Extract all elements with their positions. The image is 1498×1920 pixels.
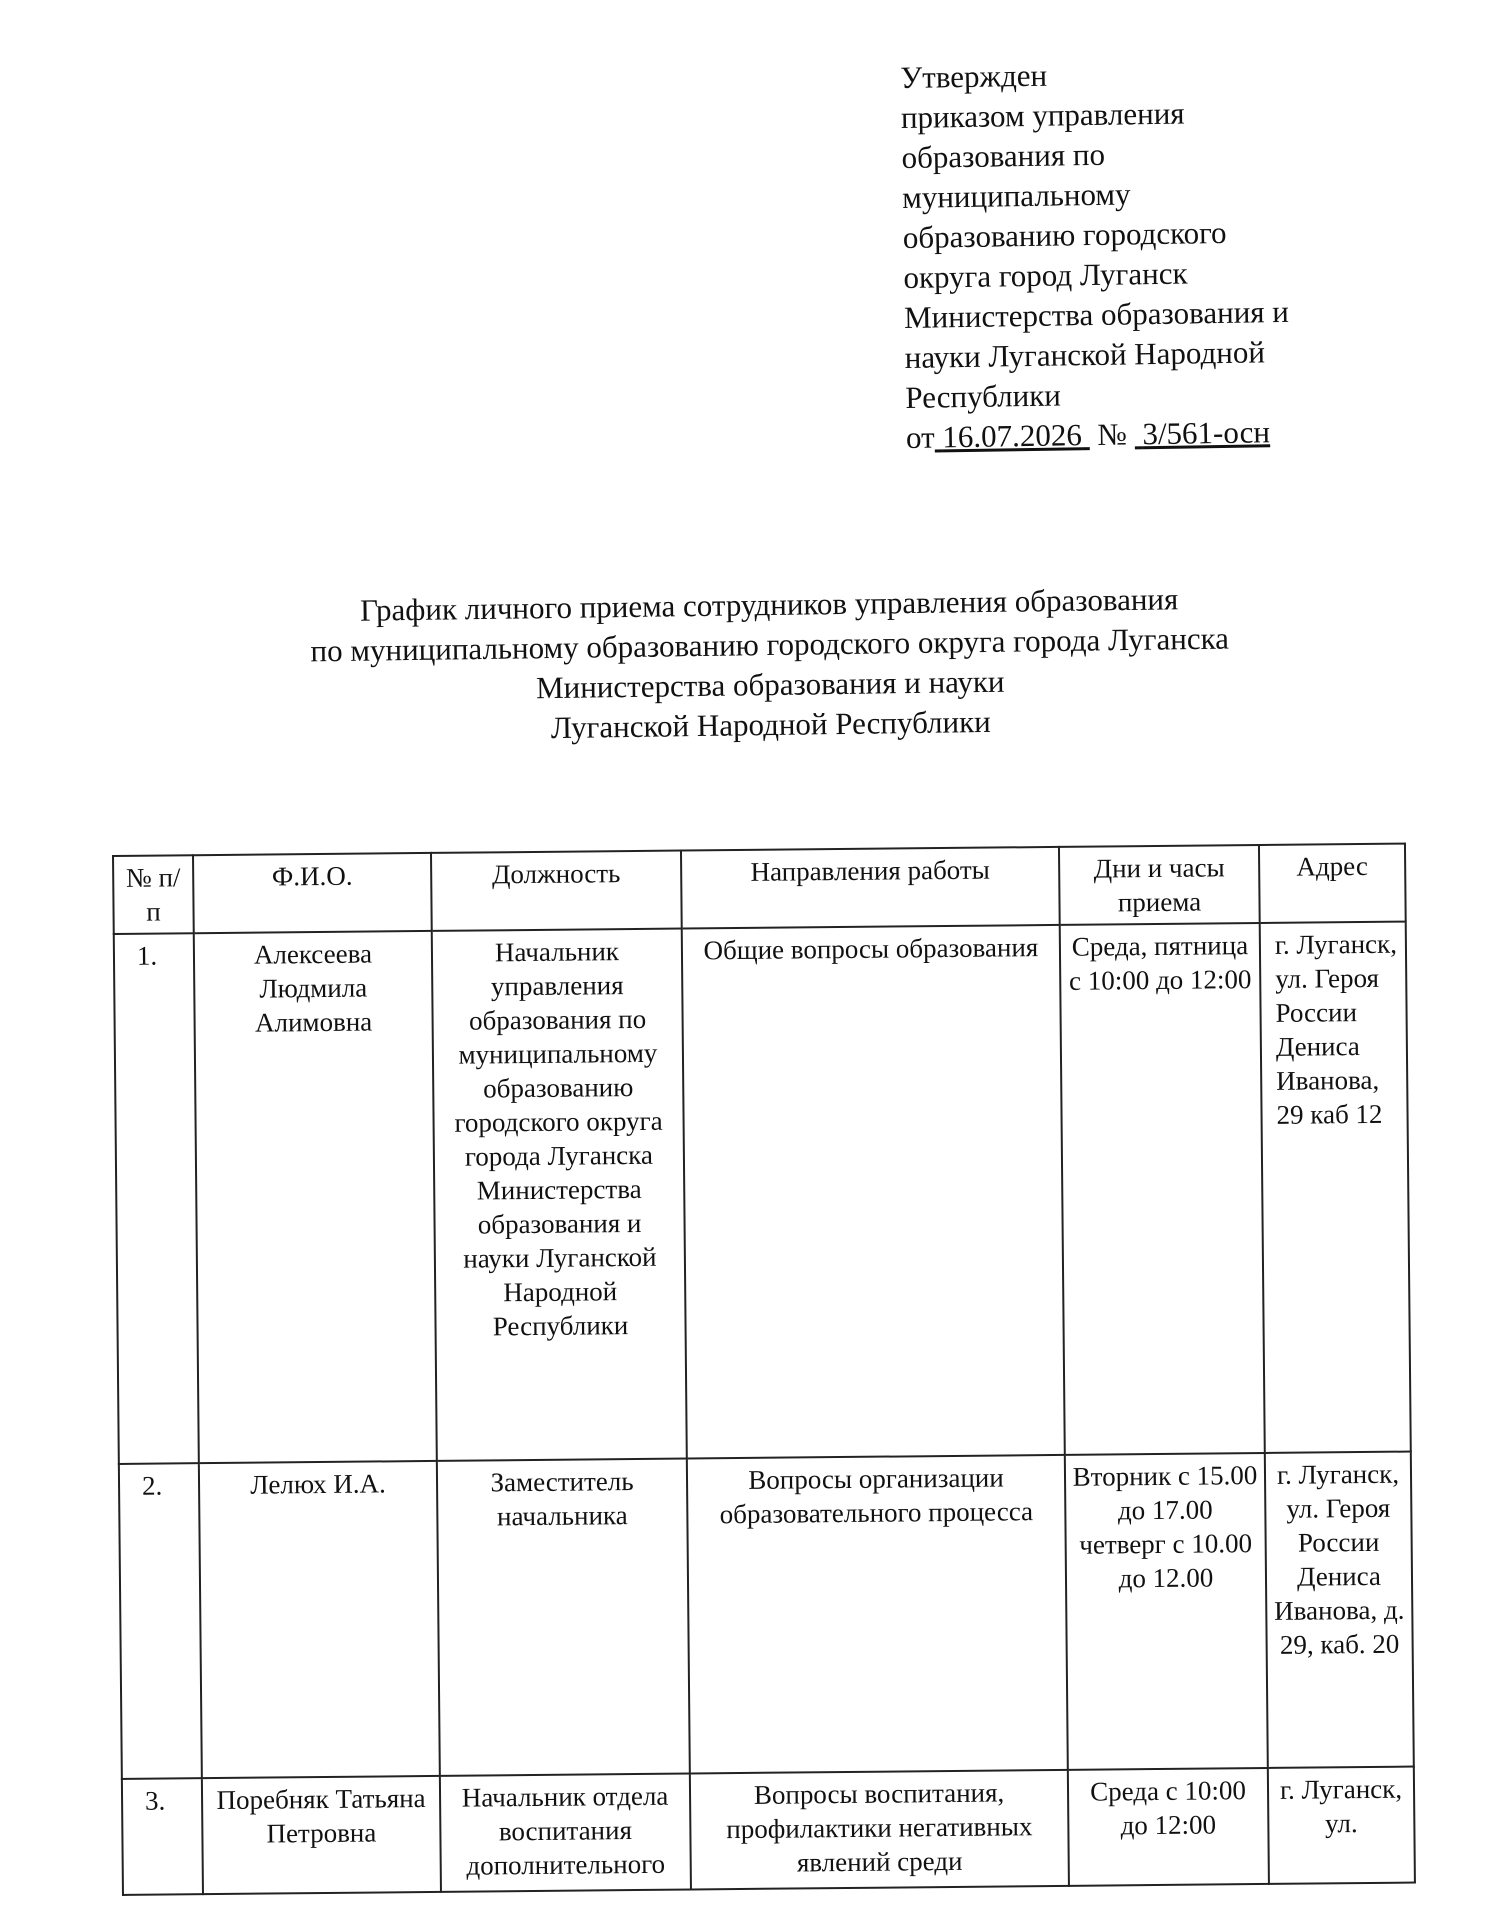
title-line: График личного приема сотрудников управления образования <box>359 581 1179 628</box>
row-num: 1. <box>114 933 199 1464</box>
row-schedule: Среда с 10:00 до 12:00 <box>1068 1768 1269 1886</box>
row-direction: Вопросы воспитания, профилактики негативных явлений среди <box>690 1770 1069 1890</box>
table-header-row <box>113 844 1406 934</box>
header-position: Должность <box>431 851 682 931</box>
row-num: 2. <box>119 1463 202 1779</box>
row-num: 3. <box>122 1778 203 1895</box>
schedule-table-wrapper <box>112 843 1422 1896</box>
approval-line: образования по <box>901 136 1106 175</box>
approval-line: приказом управления <box>900 95 1185 135</box>
approval-stamp-block <box>900 51 1376 458</box>
number-prefix: № <box>1097 416 1128 452</box>
header-direction: Направления работы <box>681 847 1060 929</box>
header-address: Адрес <box>1259 844 1406 923</box>
row-schedule: Среда, пятница с 10:00 до 12:00 <box>1060 923 1265 1455</box>
schedule-table <box>112 843 1416 1896</box>
approval-line: Республики <box>905 377 1062 415</box>
approval-line: науки Луганской Народной <box>904 334 1266 375</box>
table-row <box>122 1767 1415 1895</box>
approval-line: округа город Луганск <box>903 255 1188 295</box>
row-position: Начальник отдела воспитания дополнительного <box>440 1773 691 1891</box>
document-title <box>179 577 1361 753</box>
approval-date: 16.07.2026 <box>942 417 1083 455</box>
table-row <box>114 922 1411 1464</box>
title-line: Луганской Народной Республики <box>550 703 991 746</box>
row-schedule: Вторник с 15.00 до 17.00 четверг с 10.00 до 12.00 <box>1065 1453 1268 1770</box>
header-num: № п/п <box>113 855 194 934</box>
date-prefix: от <box>905 419 935 455</box>
row-position: Начальник управления образования по муниципальному образованию городского округа города Луганска Министерства образования и науки Луганской Народной Республики <box>432 929 687 1461</box>
title-line: по муниципальному образованию городского округа города Луганска <box>310 620 1230 669</box>
row-name: Лелюх И.А. <box>199 1461 440 1778</box>
approval-line: Утвержден <box>900 57 1048 95</box>
header-schedule: Дни и часы приема <box>1059 845 1260 925</box>
table-row <box>119 1452 1414 1779</box>
row-name: Поребняк Татьяна Петровна <box>202 1776 441 1894</box>
row-name: Алексеева Людмила Алимовна <box>194 931 437 1463</box>
row-address: г. Луганск, ул. Героя России Дениса Иванова, 29 каб 12 <box>1260 922 1411 1453</box>
row-direction: Вопросы организации образовательного процесса <box>687 1455 1068 1774</box>
row-position: Заместитель начальника <box>437 1459 690 1776</box>
approval-line: Министерства образования и <box>903 293 1290 335</box>
approval-date-line <box>906 411 1377 458</box>
row-direction: Общие вопросы образования <box>682 925 1065 1459</box>
approval-number: 3/561-осн <box>1142 414 1271 452</box>
approval-line: муниципальному <box>901 176 1131 215</box>
header-name: Ф.И.О. <box>193 853 432 933</box>
approval-line: образованию городского <box>902 214 1227 255</box>
title-line: Министерства образования и науки <box>535 663 1005 706</box>
row-address: г. Луганск, ул. <box>1268 1767 1415 1884</box>
row-address: г. Луганск, ул. Героя России Дениса Иванова, д. 29, каб. 20 <box>1265 1452 1414 1768</box>
